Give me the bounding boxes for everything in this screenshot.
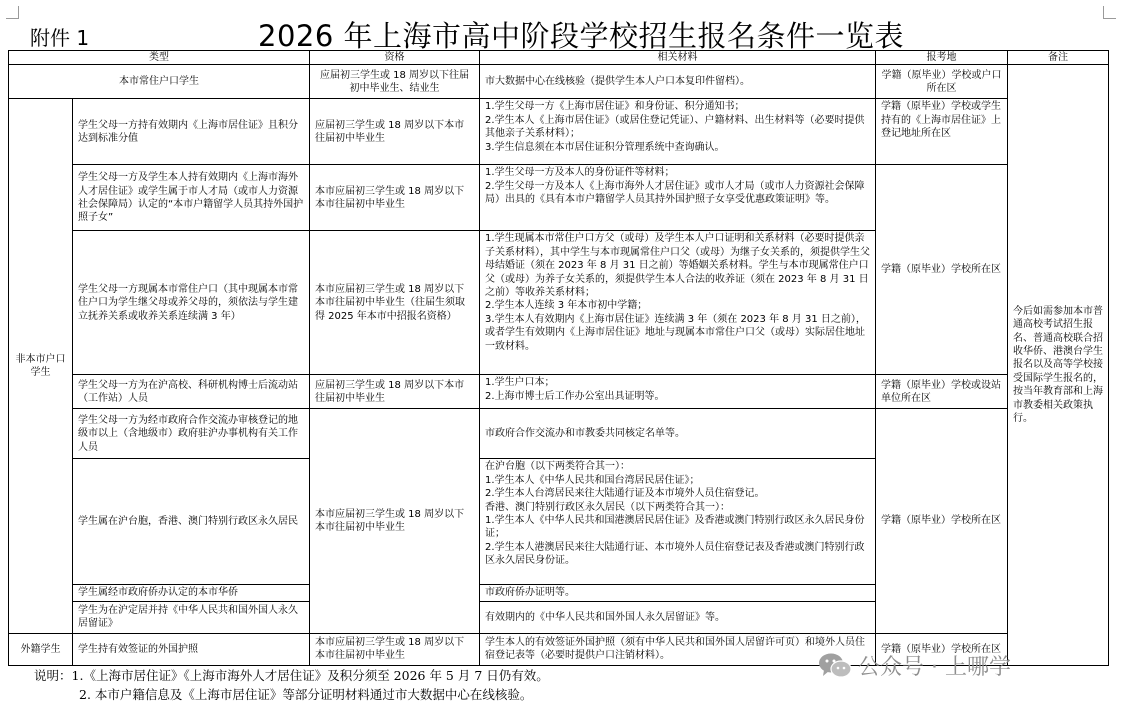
material-line: 市政府合作交流办和市教委共同核定名单等。	[485, 428, 685, 440]
material-line: 香港、澳门特别行政区永久居民（以下两类符合其一）：	[485, 501, 730, 513]
table-row	[9, 65, 1109, 99]
material-line: 1.学生现属本市常住户口方父（或母）及学生本人户口证明和关系材料（必要时提供亲子关系材料），其中学生与本市现属常住户口父（或母）为继子女关系的，须提供学生父母结婚证（须在 2023 年 8 月 31 日之前）等婚姻关系材料。学生与本市现属常住户口父（或母）为养子女关系的，须提供学生本人合法的收养证（须在 2023 年 8 月 31 日之前）等收养关系材料；	[485, 233, 870, 299]
location-cell: 学籍（原毕业）学校或学生持有的《上海市居住证》上登记地址所在区	[876, 99, 1008, 165]
material-line: 2.上海市博士后工作办公室出具证明等。	[485, 390, 665, 402]
qualification-cell: 应届初三学生或 18 周岁以下本市往届初中毕业生	[310, 375, 480, 409]
materials-cell	[480, 459, 876, 585]
qualification-cell: 本市应届初三学生或 18 周岁以下本市往届初中毕业生	[310, 633, 480, 665]
material-line: 1.学生户口本；	[485, 377, 555, 389]
table-row	[9, 409, 1109, 459]
materials-cell	[480, 231, 876, 375]
material-line: 有效期内的《中华人民共和国外国人永久居留证》等。	[485, 611, 725, 623]
local-qualification: 应届初三学生或 18 周岁以下往届初中毕业生、结业生	[310, 65, 480, 99]
type-cell: 学生属经市政府侨办认定的本市华侨	[73, 585, 310, 601]
materials-cell	[480, 585, 876, 601]
admission-conditions-table	[8, 50, 1109, 666]
nonlocal-category: 非本市户口学生	[9, 99, 73, 633]
local-location: 学籍（原毕业）学校或户口所在区	[876, 65, 1008, 99]
table-row	[9, 99, 1109, 165]
type-cell: 学生为在沪定居并持《中华人民共和国外国人永久居留证》	[73, 601, 310, 633]
material-line: 1.学生父母一方《上海市居住证》和身份证、积分通知书；	[485, 101, 745, 113]
material-line: 2.学生本人连续 3 年本市初中学籍；	[485, 300, 648, 312]
qualification-cell: 本市应届初三学生或 18 周岁以下本市往届初中毕业生	[310, 409, 480, 633]
qualification-cell: 本市应届初三学生或 18 周岁以下本市往届初中毕业生（往届生须取得 2025 年本市中招报名资格）	[310, 231, 480, 375]
header-materials: 相关材料	[480, 51, 876, 65]
type-cell: 学生父母一方及学生本人持有效期内《上海市海外人才居住证》或学生属于市人才局（或市人力资源社会保障局）认定的“本市户籍留学人员其持外国护照子女”	[73, 165, 310, 231]
type-cell: 学生父母一方为经市政府合作交流办审核登记的地级市以上（含地级市）政府驻沪办事机构有关工作人员	[73, 409, 310, 459]
annex-label: 附件 1	[30, 26, 90, 50]
material-line: 2.学生本人台湾居民来往大陆通行证及本市境外人员住宿登记。	[485, 488, 765, 500]
material-line: 3.学生信息须在本市居住证积分管理系统中查询确认。	[485, 141, 725, 153]
notes-label: 说明：	[34, 668, 72, 683]
table-row	[9, 375, 1109, 409]
type-cell: 学生父母一方持有效期内《上海市居住证》且积分达到标准分值	[73, 99, 310, 165]
material-line: 3.学生本人有效期内《上海市居住证》连续满 3 年（须在 2023 年 8 月 31 日之前），或者学生有效期内《上海市居住证》地址与现属本市常住户口父（或母）实际居住地址一致材料。	[485, 313, 866, 352]
note-item: 1.《上海市居住证》《上海市海外人才居住证》及积分须至 2026 年 5 月 7 日仍有效。	[71, 668, 549, 683]
note-item: 2. 本市户籍信息及《上海市居住证》等部分证明材料通过市大数据中心在线核验。	[79, 687, 533, 702]
material-line: 在沪台胞（以下两类符合其一）：	[485, 461, 630, 473]
notes-section	[34, 666, 549, 704]
type-cell: 学生父母一方现属本市常住户口（其中现属本市常住户口为学生继父母或养父母的，须依法与学生建立抚养关系或收养关系连续满 3 年）	[73, 231, 310, 375]
local-materials: 市大数据中心在线核验（提供学生本人户口本复印件留档）。	[480, 65, 876, 99]
page-corner-mark	[6, 6, 19, 19]
type-cell: 学生属在沪台胞，香港、澳门特别行政区永久居民	[73, 459, 310, 585]
page-title: 2026 年上海市高中阶段学校招生报名条件一览表	[258, 19, 905, 53]
materials-cell	[480, 409, 876, 459]
materials-cell	[480, 601, 876, 633]
location-cell: 学籍（原毕业）学校所在区	[876, 409, 1008, 633]
remarks-cell: 今后如需参加本市普通高校考试招生报名、普通高校联合招收华侨、港澳台学生报名以及高等学校接受国际学生报名的，按当年教育部和上海市教委相关政策执行。	[1008, 65, 1109, 665]
local-category: 本市常住户口学生	[9, 65, 310, 99]
qualification-cell: 应届初三学生或 18 周岁以下本市往届初中毕业生	[310, 99, 480, 165]
material-line: 市政府侨办证明等。	[485, 587, 575, 599]
material-line: 1.学生本人《中华人民共和国港澳居民居住证》及香港或澳门特别行政区永久居民身份证；	[485, 515, 865, 540]
header-type: 类型	[9, 51, 310, 65]
type-cell: 学生持有效签证的外国护照	[73, 633, 310, 665]
material-line: 2.学生本人港澳居民来往大陆通行证、本市境外人员住宿登记表及香港或澳门特别行政区永久居民身份证。	[485, 541, 865, 567]
location-cell: 学籍（原毕业）学校或设站单位所在区	[876, 375, 1008, 409]
materials-cell	[480, 99, 876, 165]
qualification-cell: 本市应届初三学生或 18 周岁以下本市往届初中毕业生	[310, 165, 480, 231]
foreign-category: 外籍学生	[9, 633, 73, 665]
watermark-text: 公众号 · 上哪学	[858, 655, 1011, 680]
header-qualification: 资格	[310, 51, 480, 65]
materials-cell	[480, 375, 876, 409]
material-line: 1.学生本人《中华人民共和国台湾居民居住证》；	[485, 474, 700, 486]
watermark	[818, 650, 1011, 681]
page-corner-mark	[1103, 6, 1116, 19]
table-row	[9, 165, 1109, 231]
note-line	[34, 666, 549, 685]
table-header-row	[9, 51, 1109, 65]
wechat-icon	[818, 652, 852, 680]
type-cell: 学生父母一方为在沪高校、科研机构博士后流动站（工作站）人员	[73, 375, 310, 409]
location-cell: 学籍（原毕业）学校所在区	[876, 165, 1008, 375]
location-cell: 学籍（原毕业）学校所在区	[876, 633, 1008, 665]
header-location: 报考地	[876, 51, 1008, 65]
materials-cell: 学生本人的有效签证外国护照（须有中华人民共和国外国人居留许可页）和境外人员住宿登记表等（必要时提供户口注销材料）。	[480, 633, 876, 665]
materials-cell	[480, 165, 876, 231]
material-line: 2.学生父母一方及本人《上海市海外人才居住证》或市人才局（或市人力资源社会保障局）出具的《具有本市户籍留学人员其持外国护照子女享受优惠政策证明》等。	[485, 180, 865, 206]
material-line: 1.学生父母一方及本人的身份证件等材料；	[485, 167, 675, 179]
material-line: 2.学生本人《上海市居住证》（或居住登记凭证）、户籍材料、出生材料等（必要时提供其他亲子关系材料）；	[485, 114, 865, 140]
header-remarks: 备注	[1008, 51, 1109, 65]
